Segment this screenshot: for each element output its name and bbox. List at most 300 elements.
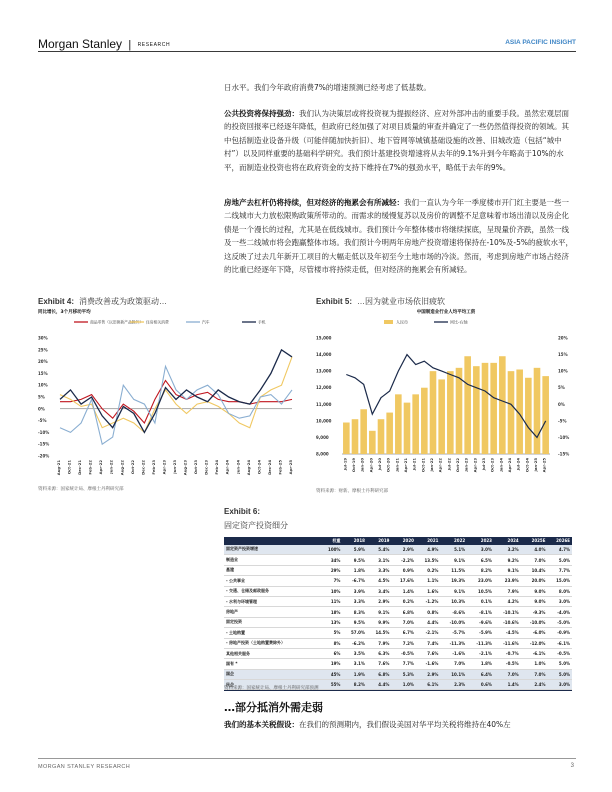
table-cell: 9.5% (342, 555, 367, 565)
exhibit-6-number: Exhibit 6: (224, 507, 261, 516)
paragraph-3-text (224, 196, 576, 276)
table-cell: 1.9% (342, 669, 367, 679)
exhibit-5-source: 资料来源：财新、摩根士丹利研究部 (316, 489, 388, 494)
table-row (224, 607, 572, 617)
x-tick-label: Jan-25 (533, 458, 538, 472)
table-cell: 7% (320, 576, 342, 586)
row-label: - 水利与环境管理 (224, 596, 320, 606)
series-line-4 (60, 350, 292, 433)
y-tick-label: 15% (38, 370, 48, 376)
exhibit-6-label (224, 507, 265, 516)
bar (490, 363, 497, 454)
table-cell: 9.5% (342, 617, 367, 627)
bar (499, 356, 506, 454)
x-tick-label: Jul-22 (446, 458, 452, 471)
table-cell: -6.1% (547, 638, 572, 648)
y2-tick-label: 10% (558, 368, 568, 374)
brand-logo (38, 37, 170, 51)
legend-label: 同比-右轴 (450, 319, 468, 325)
table-cell: 7.7% (391, 659, 416, 669)
x-tick-label: Oct-21 (420, 458, 426, 473)
table-row (224, 576, 572, 586)
table-cell: 4.9% (416, 545, 441, 555)
table-cell: 3.5% (342, 648, 367, 658)
bar (343, 423, 350, 454)
table-cell: 29% (320, 565, 342, 575)
table-cell: -2.2% (391, 555, 416, 565)
table-cell: 10.5% (467, 586, 494, 596)
table-cell: 3.2% (494, 545, 521, 555)
paragraph-2-lead: 公共投资将保持强劲： (224, 109, 299, 118)
column-header: 2022 (440, 537, 467, 545)
table-cell: -6.0% (521, 628, 548, 638)
x-tick-label: Jan-22 (429, 458, 434, 472)
table-cell: 2.4% (521, 680, 548, 690)
y2-tick-label: -15% (558, 451, 570, 457)
bar (508, 371, 515, 454)
table-cell: -5.7% (440, 628, 467, 638)
x-tick-label: Apr-21 (403, 458, 408, 473)
exhibit-6-source: 资料来源：国家统计局、摩根士丹利研究部预测 (224, 686, 319, 691)
x-tick-label: Aug-23 (182, 460, 188, 476)
chart-title: 中国制造业行业人均平均工资 (416, 310, 476, 315)
table-cell: 6.5% (467, 555, 494, 565)
table-cell: 7.6% (367, 659, 392, 669)
table-cell: 6% (320, 648, 342, 658)
table-cell: -0.5% (547, 648, 572, 658)
table-cell: 7.9% (494, 586, 521, 596)
x-tick-label: Apr-22 (437, 458, 443, 473)
table-cell: 55% (320, 680, 342, 690)
table-cell: -1.6% (440, 648, 467, 658)
table-cell: -10.0% (521, 617, 548, 627)
table-cell: 1.0% (391, 680, 416, 690)
table-cell: 3.1% (367, 555, 392, 565)
paragraph-2 (224, 107, 576, 174)
table-cell: 6.8% (391, 607, 416, 617)
table-cell: 19.3% (440, 576, 467, 586)
table-cell: 7.0% (440, 659, 467, 669)
table-cell: 5% (320, 628, 342, 638)
table-cell: -11.3% (467, 638, 494, 648)
bar (386, 413, 393, 454)
row-label: - 土地购置 (224, 628, 320, 638)
y-tick-label: -20% (38, 453, 50, 459)
table-cell: 23.0% (467, 576, 494, 586)
bar (464, 356, 471, 454)
x-tick-label: Jul-20 (377, 458, 382, 471)
paragraph-3 (224, 196, 576, 276)
row-label: - 公共事业 (224, 576, 320, 586)
table-cell: 8.0% (547, 586, 572, 596)
table-cell: 7.0% (494, 669, 521, 679)
table-cell: -0.5% (494, 659, 521, 669)
column-header: 2026E (547, 537, 572, 545)
x-tick-label: Apr-22 (98, 460, 104, 475)
x-tick-label: Oct-23 (193, 460, 199, 475)
legend-label: 汽车 (202, 319, 210, 325)
exhibit-4-title: 消费改善或为政策驱动… (79, 297, 168, 306)
x-tick-label: Jul-19 (342, 458, 348, 471)
table-cell: -10.1% (494, 607, 521, 617)
table-cell: 3.3% (342, 596, 367, 606)
bar (447, 371, 454, 454)
x-tick-label: Apr-25 (541, 458, 547, 473)
y-tick-label: 8,000 (316, 451, 329, 457)
bar (369, 431, 376, 454)
y2-tick-label: -10% (558, 434, 570, 440)
table-cell: 20.0% (521, 576, 548, 586)
table-cell: 8.3% (342, 607, 367, 617)
table-cell: -8.6% (440, 607, 467, 617)
x-tick-label: Apr-23 (161, 460, 167, 475)
legend-label: 住房相关消费 (146, 319, 169, 325)
y-tick-label: 30% (38, 335, 48, 341)
table-cell: -11.6% (494, 638, 521, 648)
paragraph-4-text (224, 718, 576, 731)
paragraph-4-lead: 我们的基本关税假设： (224, 720, 299, 729)
row-label: 其他相关服务 (224, 648, 320, 658)
table-row (224, 659, 572, 669)
paragraph-4 (224, 718, 576, 731)
table-cell: 0.6% (467, 680, 494, 690)
x-tick-label: Aug-22 (119, 460, 125, 476)
x-tick-label: Oct-19 (351, 458, 356, 473)
bar (404, 403, 411, 454)
y-tick-label: 25% (38, 347, 48, 353)
column-header (224, 537, 320, 545)
table-cell: 4.5% (367, 576, 392, 586)
table-row (224, 555, 572, 565)
bar (482, 363, 489, 454)
brand-name: Morgan Stanley (38, 37, 123, 51)
paragraph-3-body: 我们一直认为今年一季度楼市开门红主要是一些一二线城市大力放松限购政策所带动的。而需求的缓慢复苏以及房价的调整不足意味着市场出清以及房企化债是一个漫长的过程，尤其是在低线城市。我们预计今年整体楼市将继续探底，呈现量价齐跌，虽然一线及一些二线城市将会跑赢整体市场。我们预计今明两年房地产投资增速将保持在-10%及-5%的疲软水平，这反映了过去几年新开工项目的大幅走低以及年初至今土地市场的冷淡。然而，考虑到房地产市场占经济的比重已经逐年下降，尽管楼市将持续走低，但对经济的拖累会有所减轻。 (224, 198, 573, 275)
table-cell: 9.1% (440, 555, 467, 565)
bar (542, 376, 549, 454)
table-cell: 1.8% (342, 565, 367, 575)
row-label: 基建 (224, 565, 320, 575)
bar (412, 394, 419, 454)
table-cell: 9.1% (494, 565, 521, 575)
chart-title: 同比增长，3个月移动平均 (38, 310, 91, 315)
x-tick-label: Jun-24 (235, 460, 241, 474)
bar (421, 388, 428, 454)
table-cell: -6.7% (342, 576, 367, 586)
table-cell: -4.5% (494, 628, 521, 638)
y2-tick-label: 0% (558, 401, 565, 407)
x-tick-label: Feb-25 (277, 460, 283, 475)
paragraph-3-lead: 房地产去杠杆仍将持续，但对经济的拖累会有所减轻： (224, 198, 404, 207)
table-cell: 9.0% (521, 586, 548, 596)
x-tick-label: Apr-20 (368, 458, 374, 473)
row-label: 房地产 (224, 607, 320, 617)
exhibit-6-table (224, 537, 572, 690)
table-body (224, 545, 572, 690)
table-cell: -1.6% (416, 659, 441, 669)
y-tick-label: 0% (38, 406, 45, 412)
x-tick-label: Dec-21 (77, 460, 83, 475)
table-cell: 3.4% (367, 586, 392, 596)
table-cell: -10.0% (440, 617, 467, 627)
table-cell: 1.6% (416, 586, 441, 596)
footer-rule (38, 758, 576, 759)
x-tick-label: Jan-24 (498, 458, 504, 472)
table-cell: 10.4% (521, 565, 548, 575)
table-cell: 7.9% (367, 638, 392, 648)
column-header: 2024 (494, 537, 521, 545)
row-label: - 交通、仓储及邮政服务 (224, 586, 320, 596)
table-row (224, 669, 572, 679)
bar (525, 378, 532, 454)
brand-research: RESEARCH (137, 42, 171, 48)
table-cell: 13.5% (416, 555, 441, 565)
table-cell: 18% (320, 607, 342, 617)
table-cell: -0.5% (391, 648, 416, 658)
table-cell: 2.3% (440, 680, 467, 690)
table-header-row (224, 537, 572, 545)
x-tick-label: Jan-23 (463, 458, 469, 472)
table-cell: 3.1% (342, 659, 367, 669)
table-row (224, 648, 572, 658)
x-tick-label: Apr-24 (224, 460, 230, 475)
table-cell: -10.6% (494, 617, 521, 627)
table-cell: 3.0% (467, 545, 494, 555)
table-cell: 0.9% (391, 565, 416, 575)
table-cell: 3.0% (547, 680, 572, 690)
x-tick-label: Oct-24 (524, 458, 530, 473)
table-cell: 57.0% (342, 628, 367, 638)
x-tick-label: Jul-23 (481, 458, 486, 471)
table-cell: 34% (320, 555, 342, 565)
x-tick-label: Feb-24 (214, 460, 220, 475)
x-tick-label: Oct-23 (489, 458, 495, 473)
table-cell: 19% (320, 659, 342, 669)
table-cell: 6.7% (391, 628, 416, 638)
table-cell: 9.0% (521, 596, 548, 606)
table-cell: -9.3% (521, 607, 548, 617)
yoy-line (346, 355, 545, 438)
x-tick-label: Jun-23 (172, 460, 177, 474)
paragraph-1 (224, 81, 576, 94)
table-cell: -9.6% (467, 617, 494, 627)
table-cell: -2.1% (416, 628, 441, 638)
table-cell: 100% (320, 545, 342, 555)
table-cell: 11.5% (440, 565, 467, 575)
column-header: 权重 (320, 537, 342, 545)
table-cell: 4.7% (547, 545, 572, 555)
section-title: …部分抵消外需走弱 (224, 701, 323, 714)
table-cell: 10.3% (440, 596, 467, 606)
table-cell: -1.2% (416, 596, 441, 606)
table-cell: 2.9% (367, 596, 392, 606)
x-tick-label: Feb-22 (87, 460, 93, 475)
table-cell: 8.2% (467, 565, 494, 575)
row-label: 国企 (224, 669, 320, 679)
table-cell: 6.1% (416, 680, 441, 690)
page-number: 3 (570, 763, 574, 769)
table-cell: 8.2% (342, 680, 367, 690)
exhibit-6-table-wrap (224, 537, 572, 691)
table-cell: -5.0% (547, 617, 572, 627)
table-cell: 5.9% (342, 545, 367, 555)
x-tick-label: Oct-22 (129, 460, 135, 475)
legend-label: 人民币 (396, 319, 408, 325)
x-tick-label: Oct-22 (455, 458, 460, 473)
table-cell: -0.7% (494, 648, 521, 658)
y-tick-label: -15% (38, 441, 50, 447)
table-cell: 17.6% (391, 576, 416, 586)
table-cell: 3.3% (367, 565, 392, 575)
table-cell: 14.5% (367, 628, 392, 638)
table-cell: 5.0% (547, 659, 572, 669)
table-cell: 3.0% (547, 596, 572, 606)
bar (360, 409, 367, 454)
table-cell: 9.9% (367, 617, 392, 627)
bar (534, 368, 541, 454)
table-cell: 6.3% (367, 648, 392, 658)
y-tick-label: 5% (38, 394, 45, 400)
table-cell: 4.0% (521, 545, 548, 555)
row-label: 固定资产投资增速 (224, 545, 320, 555)
table-cell: -12.0% (521, 638, 548, 648)
y-tick-label: -10% (38, 429, 50, 435)
table-cell: 7.4% (416, 638, 441, 648)
x-tick-label: Oct-21 (66, 460, 72, 475)
paragraph-1-text: 日水平。我们今年政府消费7%的增速预测已经考虑了低基数。 (224, 83, 431, 92)
exhibit-5-chart (316, 308, 578, 484)
column-header: 2021 (416, 537, 441, 545)
x-tick-label: Apr-24 (507, 458, 512, 473)
table-cell: -6.2% (342, 638, 367, 648)
y-tick-label: 12,000 (316, 385, 332, 391)
table-cell: 15.0% (547, 576, 572, 586)
table-row (224, 638, 572, 648)
y-tick-label: 13,000 (316, 368, 332, 374)
y-tick-label: 14,000 (316, 352, 332, 358)
x-tick-label: Jun-22 (108, 460, 114, 474)
exhibit-4-svg (38, 308, 302, 480)
bar (473, 366, 480, 454)
x-tick-label: Jan-20 (359, 458, 365, 472)
y-tick-label: 10% (38, 382, 48, 388)
brand-separator: | (128, 39, 132, 51)
table-cell: 1.1% (416, 576, 441, 586)
series-title: ASIA PACIFIC INSIGHT (505, 39, 576, 46)
x-tick-label: Jul-24 (515, 458, 521, 471)
y-tick-label: 15,000 (316, 335, 332, 341)
x-tick-label: Oct-24 (256, 460, 262, 475)
x-tick-label: Dec-24 (266, 460, 272, 475)
table-cell: 6.4% (467, 669, 494, 679)
table-cell: 5.0% (547, 555, 572, 565)
table-cell: 9.1% (367, 607, 392, 617)
paragraph-2-body: 我们认为决策层或将投资视为提振经济、应对外部冲击的重要手段。虽然宏观层面的投资回报率已经逐年降低，但政府已经加强了对项目质量的审查并确定了一些仍然值得投资的领域。其中包括制造业设备升级（可能伴随加快折旧）、地下管网等城镇基础设施的改善、旧城改造（包括“城中村”）以及同样重要的基础科学研究。我们预计基建投资增速将从去年的9.1%升到今年略高于10%的水平，而制造业投资也将在政府资金的支持下维持在7%的强劲水平，略低于去年的9%。 (224, 109, 569, 172)
table-row (224, 596, 572, 606)
table-cell: 1.4% (494, 680, 521, 690)
paragraph-2-text (224, 107, 576, 174)
bar (395, 394, 402, 454)
exhibit-4-source: 资料来源：国家统计局、摩根士丹利研究部 (38, 487, 124, 492)
x-tick-label: Dec-23 (203, 460, 209, 475)
y-tick-label: 9,000 (316, 434, 329, 440)
column-header: 2020 (391, 537, 416, 545)
table-cell: 4.2% (494, 596, 521, 606)
y-tick-label: 20% (38, 359, 48, 365)
x-tick-label: Aug-21 (56, 460, 61, 476)
x-tick-label: Jan-21 (394, 458, 400, 472)
table-cell: 1.0% (521, 659, 548, 669)
column-header: 2023 (467, 537, 494, 545)
legend-label: 商品零售（以旧换新产品除外） (90, 319, 144, 325)
table-cell: 10% (320, 586, 342, 596)
table-cell: 0.1% (467, 596, 494, 606)
legend-swatch (384, 320, 393, 324)
row-label: 制造业 (224, 555, 320, 565)
table-cell: -8.1% (467, 607, 494, 617)
y2-tick-label: 15% (558, 352, 568, 358)
bar (430, 371, 437, 454)
exhibit-6-title: 固定资产投资细分 (224, 521, 288, 530)
table-cell: -11.3% (440, 638, 467, 648)
table-cell: 2.9% (416, 669, 441, 679)
table-cell: 7.0% (391, 617, 416, 627)
legend-label: 手机 (258, 319, 266, 325)
row-label: - 房地产投资（土地购置费除外） (224, 638, 320, 648)
bar (456, 368, 463, 454)
table-cell: 45% (320, 669, 342, 679)
table-cell: 6.8% (367, 669, 392, 679)
header-rule (38, 51, 576, 52)
table-cell: 1.8% (467, 659, 494, 669)
exhibit-4-label (38, 296, 167, 307)
table-cell: 7.0% (521, 669, 548, 679)
bar (352, 419, 359, 454)
bar (378, 419, 385, 454)
table-cell: 0.8% (416, 607, 441, 617)
paragraph-4-body: 在我们的预测期内，我们假设美国对华平均关税将维持在40%左 (299, 720, 511, 729)
table-cell: 7.7% (547, 565, 572, 575)
table-cell: 5.4% (367, 545, 392, 555)
column-header: 2018 (342, 537, 367, 545)
exhibit-5-number: Exhibit 5: (316, 297, 353, 306)
exhibit-4-number: Exhibit 4: (38, 297, 75, 306)
row-label: 民企 (224, 680, 320, 690)
y2-tick-label: 5% (558, 385, 565, 391)
table-cell: 1.4% (391, 586, 416, 596)
table-row (224, 628, 572, 638)
table-cell: -6.1% (521, 648, 548, 658)
table-cell: 4.4% (416, 617, 441, 627)
table-cell: 5.0% (547, 669, 572, 679)
y2-tick-label: -5% (558, 418, 567, 424)
row-label: 固定投资 (224, 617, 320, 627)
x-tick-label: Apr-25 (288, 460, 293, 475)
y-tick-label: 11,000 (316, 401, 332, 407)
table-cell: 23.9% (494, 576, 521, 586)
table-cell: 10.1% (440, 669, 467, 679)
table-cell: 7.0% (521, 555, 548, 565)
x-tick-label: Dec-22 (140, 460, 146, 475)
table-cell: -2.1% (467, 648, 494, 658)
table-cell: 2.9% (391, 545, 416, 555)
table-cell: 0.2% (391, 596, 416, 606)
table-cell: -0.9% (547, 628, 572, 638)
row-label: 国有 * (224, 659, 320, 669)
table-row (224, 617, 572, 627)
x-tick-label: Oct-20 (385, 458, 391, 473)
x-tick-label: Aug-24 (245, 460, 251, 476)
x-tick-label: Apr-23 (472, 458, 478, 473)
